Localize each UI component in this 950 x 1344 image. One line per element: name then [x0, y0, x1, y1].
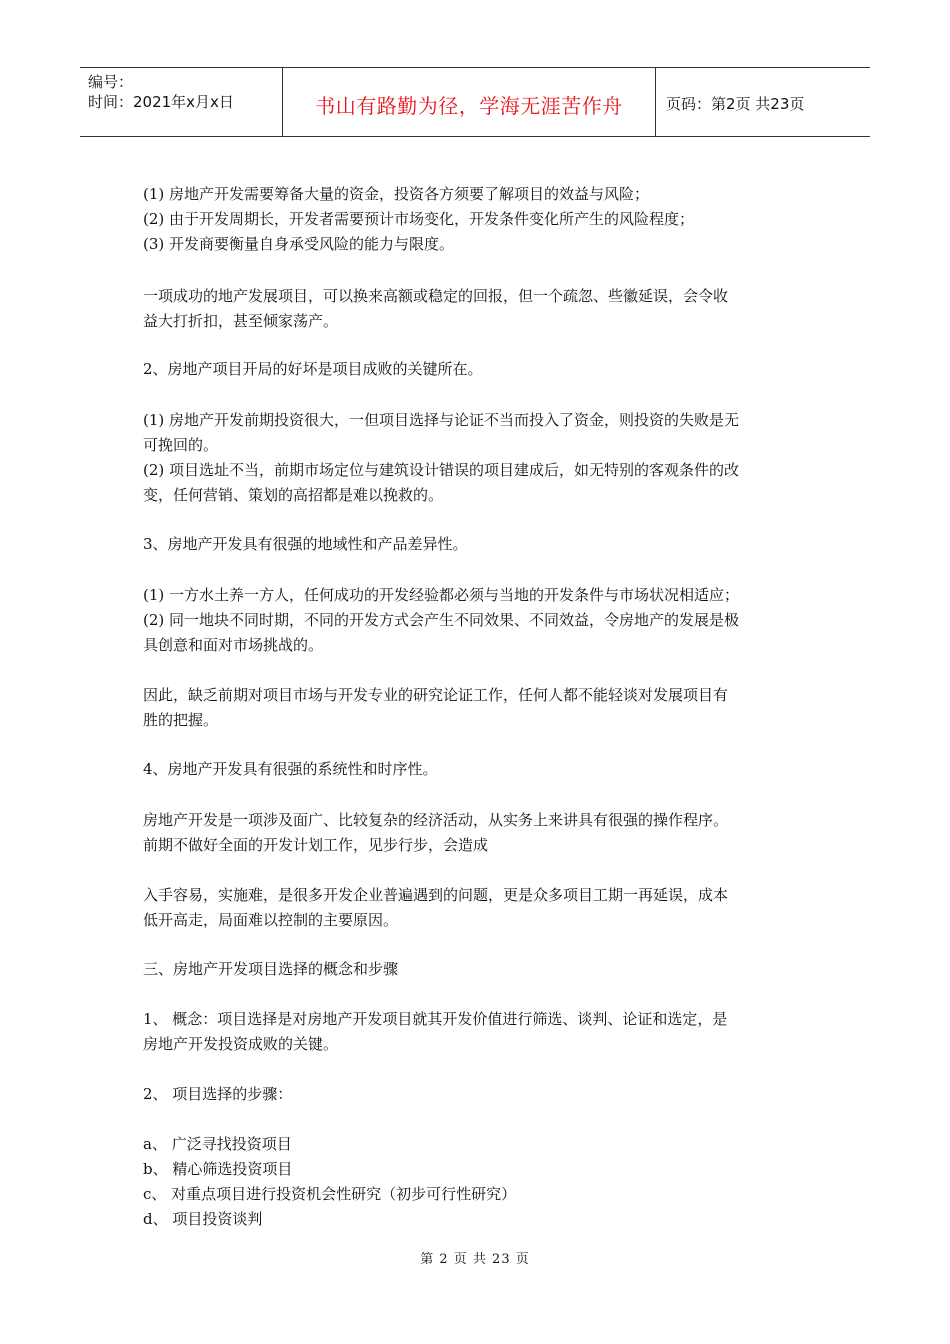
body-line: 房地产开发是一项涉及面广、比较复杂的经济活动，从实务上来讲具有很强的操作程序。 [143, 811, 729, 829]
body-line: (1) 房地产开发需要筹备大量的资金，投资各方须要了解项目的效益与风险； [143, 185, 650, 203]
document-date-label: 时间：2021年x月x日 [88, 93, 234, 111]
header-info-cell [80, 68, 282, 136]
section-heading: 3、房地产开发具有很强的地域性和产品差异性。 [143, 535, 468, 553]
header-page-cell [656, 68, 870, 136]
body-line: 具创意和面对市场挑战的。 [143, 636, 324, 654]
body-line: (2) 同一地块不同时期，不同的开发方式会产生不同效果、不同效益，令房地产的发展是极 [143, 611, 740, 629]
body-line: 前期不做好全面的开发计划工作，见步行步，会造成 [143, 836, 489, 854]
body-line: (1) 一方水土养一方人，任何成功的开发经验都必须与当地的开发条件与市场状况相适应； [143, 586, 740, 604]
body-line: 2、 项目选择的步骤： [143, 1085, 293, 1103]
body-line: 因此，缺乏前期对项目市场与开发专业的研究论证工作，任何人都不能轻谈对发展项目有 [143, 686, 729, 704]
body-line: 可挽回的。 [143, 436, 219, 454]
body-line: 一项成功的地产发展项目，可以换来高额或稳定的回报，但一个疏忽、些徽延误，会令收 [143, 287, 729, 305]
header-page-number: 页码：第2页 共23页 [666, 95, 805, 113]
body-line: 益大打折扣，甚至倾家荡产。 [143, 312, 339, 330]
list-item: c、 对重点项目进行投资机会性研究（初步可行性研究） [143, 1185, 517, 1203]
page-footer: 第 2 页 共 23 页 [420, 1252, 530, 1267]
body-line: 入手容易，实施难，是很多开发企业普遍遇到的问题，更是众多项目工期一再延误，成本 [143, 886, 729, 904]
header-motto: 书山有路勤为径，学海无涯苦作舟 [315, 94, 623, 118]
list-item: a、 广泛寻找投资项目 [143, 1135, 292, 1153]
body-line: (3) 开发商要衡量自身承受风险的能力与限度。 [143, 235, 455, 253]
list-item: b、 精心筛选投资项目 [143, 1160, 293, 1178]
body-line: (2) 由于开发周期长，开发者需要预计市场变化，开发条件变化所产生的风险程度； [143, 210, 695, 228]
header-motto-cell [282, 68, 656, 136]
section-heading: 2、房地产项目开局的好坏是项目成败的关键所在。 [143, 360, 483, 378]
section-heading: 4、房地产开发具有很强的系统性和时序性。 [143, 760, 438, 778]
body-line: (1) 房地产开发前期投资很大，一但项目选择与论证不当而投入了资金，则投资的失败是无 [143, 411, 740, 429]
body-line: 低开高走，局面难以控制的主要原因。 [143, 911, 399, 929]
body-line: 1、 概念：项目选择是对房地产开发项目就其开发价值进行筛选、谈判、论证和选定，是 [143, 1010, 728, 1028]
list-item: d、 项目投资谈判 [143, 1210, 263, 1228]
body-line: 变，任何营销、策划的高招都是难以挽救的。 [143, 486, 444, 504]
body-line: (2) 项目选址不当，前期市场定位与建筑设计错误的项目建成后，如无特别的客观条件的改 [143, 461, 740, 479]
body-line: 胜的把握。 [143, 711, 219, 729]
page-header [80, 67, 870, 137]
document-number-label: 编号： [88, 73, 134, 91]
body-line: 房地产开发投资成败的关键。 [143, 1035, 339, 1053]
section-heading: 三、房地产开发项目选择的概念和步骤 [143, 960, 399, 978]
